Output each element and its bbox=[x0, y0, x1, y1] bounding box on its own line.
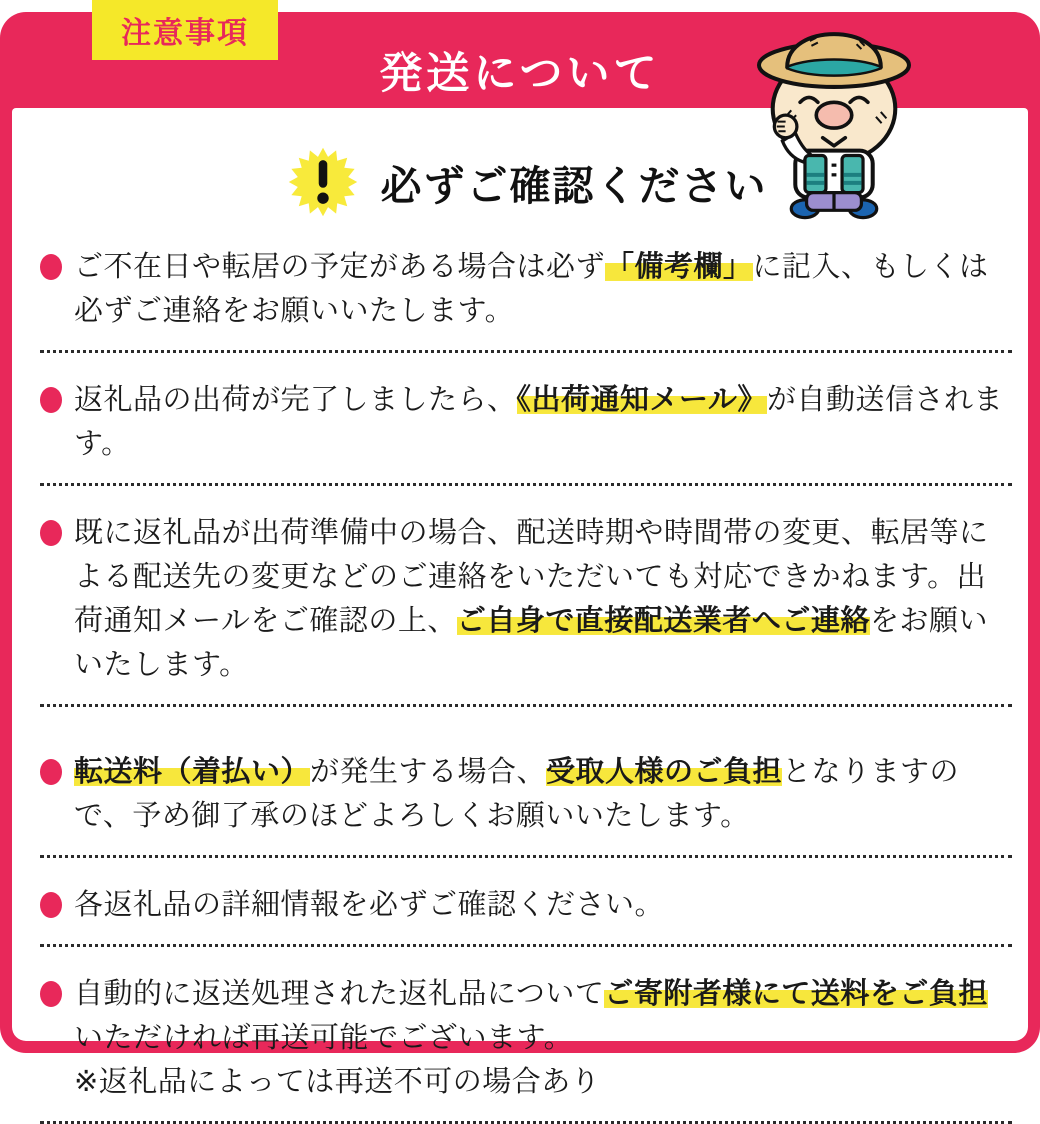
notice-item bbox=[40, 749, 1012, 837]
text-segment: 返礼品の出荷が完了しましたら、 bbox=[74, 382, 517, 416]
notice-item bbox=[40, 510, 1012, 686]
bullet-dot bbox=[40, 254, 62, 280]
text-segment: いただければ再送可能でございます。 bbox=[74, 1020, 574, 1054]
text-segment: をお願いいたします。 bbox=[74, 603, 988, 681]
exclamation-starburst-icon bbox=[285, 144, 361, 220]
highlighted-text: 転送料（着払い） bbox=[74, 754, 311, 788]
notice-item-text bbox=[74, 971, 1012, 1103]
highlighted-text: ご自身で直接配送業者へご連絡 bbox=[456, 603, 870, 637]
note-text: ※返礼品によっては再送不可の場合あり bbox=[74, 1064, 601, 1098]
bullet-dot bbox=[40, 759, 62, 785]
dotted-separator bbox=[40, 855, 1012, 858]
notice-item bbox=[40, 882, 1012, 926]
notice-item-text bbox=[74, 510, 1012, 686]
farmer-mascot-icon bbox=[738, 20, 930, 220]
bullet-dot bbox=[40, 892, 62, 918]
text-segment: に記入、もしくは必ずご連絡をお願いいたします。 bbox=[74, 249, 989, 327]
text-segment: 各返礼品の詳細情報を必ずご確認ください。 bbox=[74, 887, 665, 921]
text-segment: 自動的に返送処理された返礼品について bbox=[74, 976, 605, 1010]
page-title: 発送について bbox=[379, 49, 661, 99]
caution-badge: 注意事項 bbox=[92, 0, 278, 60]
highlighted-text: 《出荷通知メール》 bbox=[516, 382, 767, 416]
dotted-separator bbox=[40, 704, 1012, 707]
highlighted-text: ご寄附者様にて送料をご負担 bbox=[604, 976, 988, 1010]
bullet-dot bbox=[40, 520, 62, 546]
text-segment: 既に返礼品が出荷準備中の場合、配送時期や時間帯の変更、転居等による配送先の変更などのご連絡をいただいても対応できかねます。出荷通知メールをご確認の上、 bbox=[74, 515, 989, 637]
notice-item bbox=[40, 244, 1012, 332]
farmer-mascot-illustration bbox=[738, 20, 930, 220]
notice-list bbox=[40, 244, 1012, 1124]
notice-item bbox=[40, 971, 1012, 1103]
dotted-separator bbox=[40, 944, 1012, 947]
dotted-separator bbox=[40, 350, 1012, 353]
text-segment: となりますので、予め御了承のほどよろしくお願いいたします。 bbox=[74, 754, 960, 832]
confirm-heading: 必ずご確認ください bbox=[380, 161, 768, 210]
highlighted-text: 「備考欄」 bbox=[605, 249, 753, 283]
notice-item bbox=[40, 377, 1012, 465]
bullet-dot bbox=[40, 981, 62, 1007]
notice-item-text bbox=[74, 882, 664, 926]
notice-item-text bbox=[74, 377, 1012, 465]
text-segment: が自動送信されます。 bbox=[74, 382, 1003, 460]
highlighted-text: 受取人様のご負担 bbox=[546, 754, 783, 788]
notice-item-text bbox=[74, 244, 1012, 332]
notice-body bbox=[12, 108, 1028, 1098]
text-segment: ご不在日や転居の予定がある場合は必ず bbox=[74, 249, 606, 283]
dotted-separator bbox=[40, 483, 1012, 486]
notice-item-text bbox=[74, 749, 1012, 837]
bullet-dot bbox=[40, 387, 62, 413]
text-segment: が発生する場合、 bbox=[310, 754, 547, 788]
